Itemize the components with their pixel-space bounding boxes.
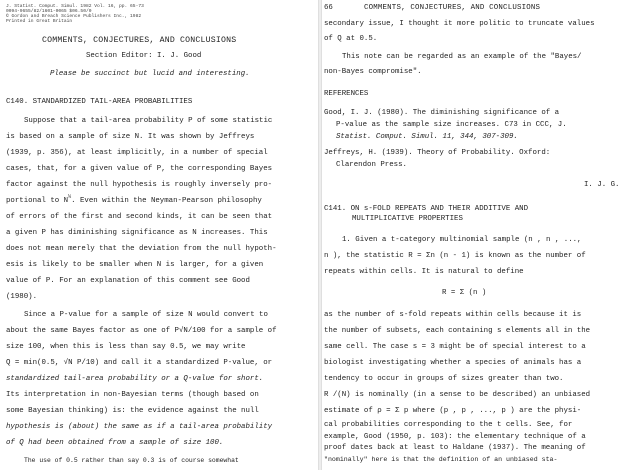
text-line: n ), the statistic R = Σn (n - 1) is known as the number of bbox=[324, 252, 586, 260]
text-line: 1. Given a t-category multinomial sample (n , n , ..., bbox=[342, 236, 582, 244]
editor-note: Please be succinct but lucid and interesting. bbox=[50, 70, 250, 78]
text-line: about the same Bayes factor as one of P√N/100 for a sample of bbox=[6, 327, 277, 335]
reference-line: Good, I. J. (1980). The diminishing significance of a bbox=[324, 109, 560, 117]
text-line: standardized tail-area probability or a Q-value for short. bbox=[6, 375, 264, 383]
left-page bbox=[0, 0, 318, 470]
reference-line: Jeffreys, H. (1939). Theory of Probability. Oxford: bbox=[324, 149, 551, 157]
text-line: esis is likely to be smaller when N is larger, for a given bbox=[6, 261, 264, 269]
text-line: non-Bayes compromise". bbox=[324, 68, 422, 76]
masthead-line: 0094-9655/82/1601-0065 $06.50/0 bbox=[6, 9, 92, 14]
text-line: example, Good (1950, p. 103): the elementary technique of a bbox=[324, 433, 586, 441]
running-head: COMMENTS, CONJECTURES, AND CONCLUSIONS bbox=[364, 4, 541, 12]
section-editor: Section Editor: I. J. Good bbox=[86, 52, 202, 60]
text-line: factor against the null hypothesis is roughly inversely pro- bbox=[6, 181, 273, 189]
text-line: of Q at 0.5. bbox=[324, 35, 378, 43]
text-line: estimate of ρ = Σ p where (p , p , ..., p ) are the physi- bbox=[324, 407, 582, 415]
text-line: some Bayesian thinking) is: the evidence against the null bbox=[6, 407, 259, 415]
masthead-line: Printed in Great Britain bbox=[6, 19, 73, 24]
reference-line: P-value as the sample size increases. C73 in CCC, J. bbox=[336, 121, 567, 129]
text-line: the number of subsets, each containing s elements all in the bbox=[324, 327, 591, 335]
text-line: hypothesis is (about) the same as if a tail-area probability bbox=[6, 423, 273, 431]
equation: R = Σ (n ) bbox=[442, 289, 487, 297]
text-line: as the number of s-fold repeats within cells because it is bbox=[324, 311, 582, 319]
text-line: does not mean merely that the deviation from the null hypoth- bbox=[6, 245, 277, 253]
text-line: Q = min(0.5, √N P/10) and call it a standardized P-value, or bbox=[6, 359, 273, 367]
heading-c140: C140. STANDARDIZED TAIL-AREA PROBABILITIES bbox=[6, 98, 193, 106]
text-line: cal probabilities corresponding to the t cells. See, for bbox=[324, 421, 573, 429]
text-line: tendency to occur in groups of sizes greater than two. bbox=[324, 375, 564, 383]
masthead-line: © Gordon and Breach Science Publishers Inc., 1982 bbox=[6, 14, 142, 19]
text-line: R /(N) is nominally (in a sense to be described) an unbiased bbox=[324, 391, 591, 399]
page-number: 66 bbox=[324, 4, 333, 12]
text-line: portional to $N^{\frac{1}{2}}$. Even within the Neyman-Pearson philosophy bbox=[6, 194, 262, 205]
heading-c141: C141. ON s-FOLD REPEATS AND THEIR ADDITIVE AND bbox=[324, 205, 529, 213]
text-line: (1980). bbox=[6, 293, 38, 301]
text-line: same cell. The case s = 3 might be of special interest to a bbox=[324, 343, 586, 351]
text-line: "nominally" here is that the definition of an unbiased sta- bbox=[324, 456, 558, 463]
text-line: value of P. For an explanation of this comment see Good bbox=[6, 277, 250, 285]
reference-line: Statist. Comput. Simul. 11, 344, 307-309. bbox=[336, 133, 518, 141]
text-line: This note can be regarded as an example of the "Bayes/ bbox=[342, 53, 582, 61]
text-line: proof dates back at least to Haldane (1937). The meaning of bbox=[324, 444, 586, 452]
text-line: cases, that, for a given value of P, the corresponding Bayes bbox=[6, 165, 273, 173]
text-line: size 100, when this is less than say 0.5, we may write bbox=[6, 343, 246, 351]
text-line: Its interpretation in non-Bayesian terms (though based on bbox=[6, 391, 259, 399]
masthead-line: J. Statist. Comput. Simul. 1982 Vol. 16, pp. 65-73 bbox=[6, 4, 144, 9]
section-title: COMMENTS, CONJECTURES, AND CONCLUSIONS bbox=[42, 36, 237, 45]
text-line: of errors of the first and second kinds, it can be seen that bbox=[6, 213, 273, 221]
text-line: of Q had been obtained from a sample of size 100. bbox=[6, 439, 224, 447]
text-line: The use of 0.5 rather than say 0.3 is of course somewhat bbox=[24, 457, 239, 464]
right-page bbox=[322, 0, 640, 470]
text-line: (1939, p. 356), at least implicitly, in a number of special bbox=[6, 149, 268, 157]
text-line: Since a P-value for a sample of size N would convert to bbox=[24, 311, 268, 319]
text-line: Suppose that a tail-area probability P of some statistic bbox=[24, 117, 273, 125]
text-line: a given P has diminishing significance as N increases. This bbox=[6, 229, 268, 237]
text-line: secondary issue, I thought it more politic to truncate values bbox=[324, 20, 595, 28]
heading-c141: MULTIPLICATIVE PROPERTIES bbox=[352, 215, 463, 223]
reference-line: Clarendon Press. bbox=[336, 161, 407, 169]
signature: I. J. G. bbox=[584, 181, 620, 189]
text-line: repeats within cells. It is natural to define bbox=[324, 268, 524, 276]
text-line: biologist investigating whether a species of animals has a bbox=[324, 359, 582, 367]
text-line: is based on a sample of size N. It was shown by Jeffreys bbox=[6, 133, 255, 141]
references-heading: REFERENCES bbox=[324, 90, 369, 98]
